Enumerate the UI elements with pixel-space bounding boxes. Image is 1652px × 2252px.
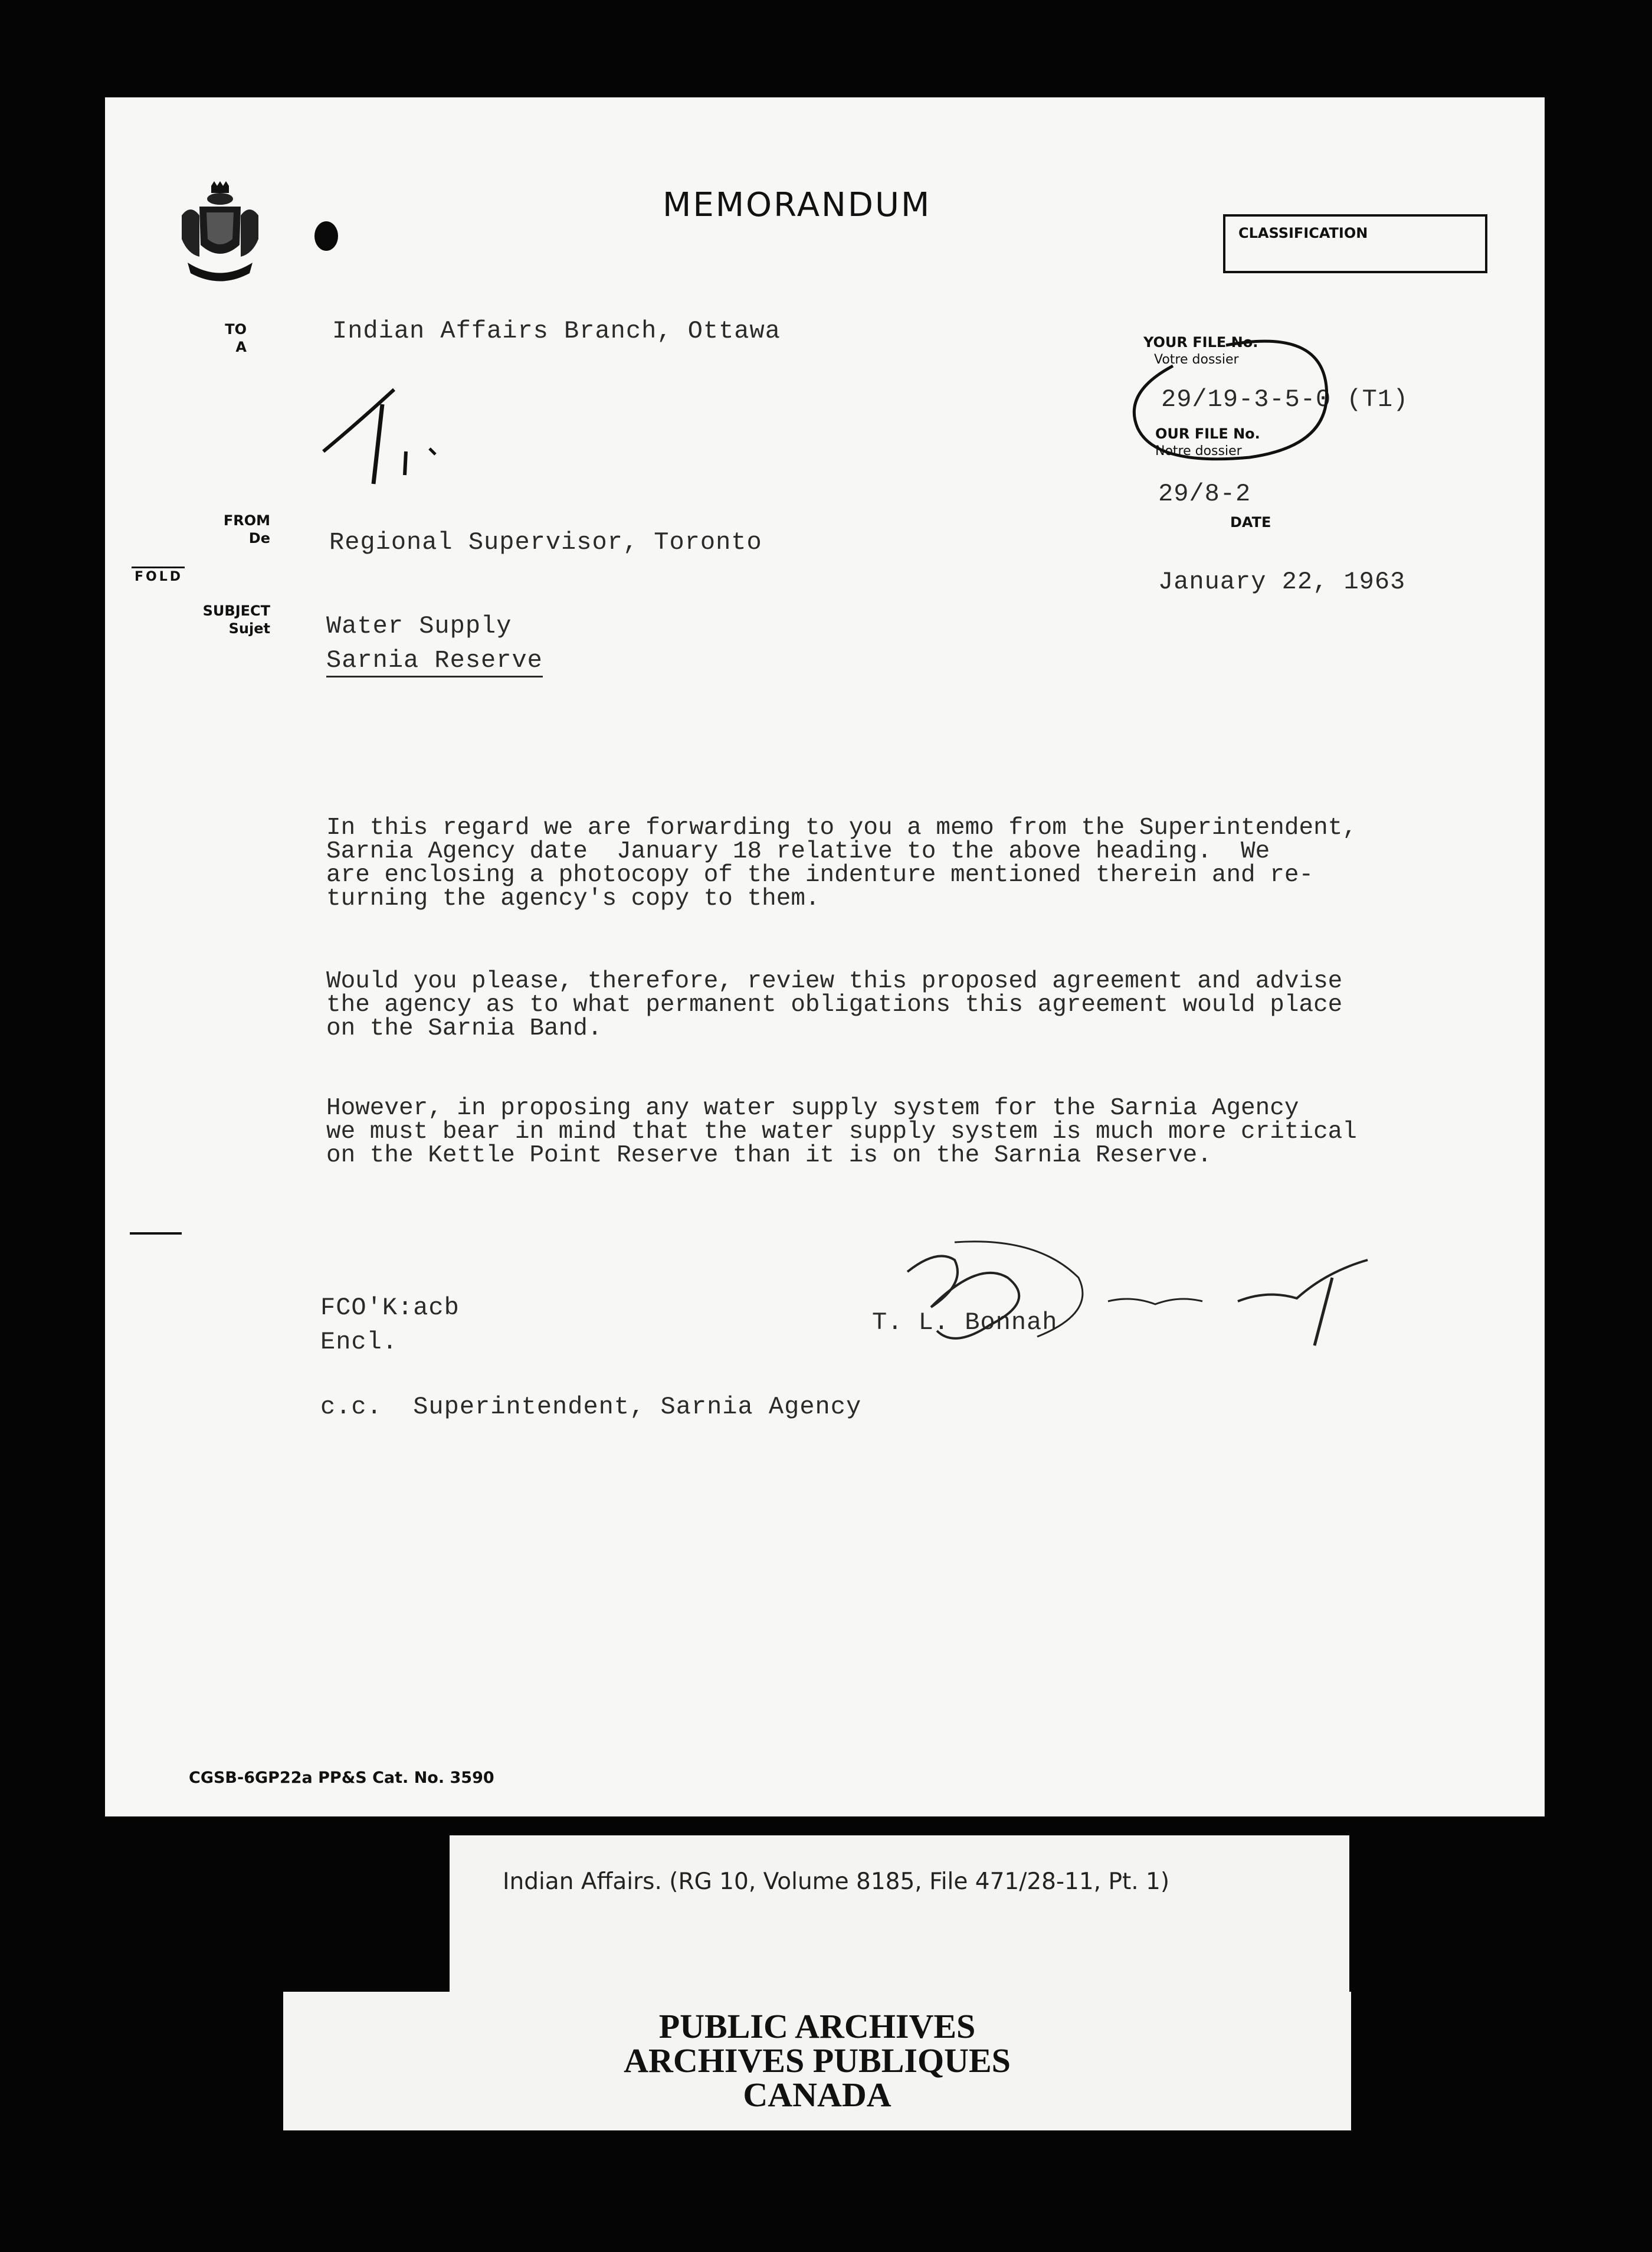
cc-line: c.c. Superintendent, Sarnia Agency [320, 1393, 862, 1421]
to-value: Indian Affairs Branch, Ottawa [332, 317, 781, 345]
body-paragraph-1: In this regard we are forwarding to you a memo from the Superintendent, Sarnia Agency date January 18 relative to the above heading. We are enclosing a photocopy of the indenture mentioned therein and re- turning the agency's copy to them. [326, 814, 1357, 912]
fold-mark [132, 567, 185, 568]
coat-of-arms-icon [176, 180, 264, 286]
your-file-value: 29/19-3-5-0 (T1) [1161, 385, 1409, 414]
archive-reference-card [450, 1835, 1349, 1998]
our-file-label: OUR FILE No. Notre dossier [1155, 425, 1260, 459]
signature [884, 1236, 1403, 1366]
fold-label: FOLD [135, 569, 183, 584]
our-file-value: 29/8-2 [1158, 480, 1251, 508]
memo-title: MEMORANDUM [663, 186, 932, 224]
from-value: Regional Supervisor, Toronto [329, 528, 762, 557]
subject-line-1: Water Supply [326, 612, 512, 640]
body-paragraph-3: However, in proposing any water supply system for the Sarnia Agency we must bear in mind that the water supply system is much more critical on the Kettle Point Reserve than it is on the Sarnia Reserve. [326, 1095, 1357, 1169]
signatory-name: T. L. Bonnah [872, 1308, 1058, 1337]
margin-dash [130, 1232, 182, 1235]
archive-reference: Indian Affairs. (RG 10, Volume 8185, File 471/28-11, Pt. 1) [503, 1868, 1170, 1895]
archives-line-1: PUBLIC ARCHIVES [658, 2007, 976, 2045]
form-code: CGSB-6GP22a PP&S Cat. No. 3590 [189, 1769, 494, 1787]
subject-label: SUBJECT Sujet [202, 603, 270, 637]
memo-sheet [105, 97, 1545, 1816]
archives-line-3: CANADA [743, 2076, 891, 2114]
typist-initials: FCO'K:acb [320, 1294, 460, 1322]
subject-line-2: Sarnia Reserve [326, 646, 543, 677]
enclosure-note: Encl. [320, 1328, 398, 1356]
archives-stamp [283, 2009, 1351, 2112]
handwritten-mark [317, 381, 471, 493]
body-paragraph-2: Would you please, therefore, review this proposed agreement and advise the agency as to what permanent obligations this agreement would place on the Sarnia Band. [326, 968, 1343, 1042]
date-value: January 22, 1963 [1158, 568, 1406, 596]
to-label: TO A [225, 321, 247, 355]
from-label: FROM De [223, 512, 270, 546]
archives-stamp-card [283, 1992, 1351, 2130]
date-label: DATE [1230, 514, 1271, 531]
classification-label: CLASSIFICATION [1238, 225, 1368, 241]
classification-box [1223, 214, 1487, 273]
archives-line-2: ARCHIVES PUBLIQUES [624, 2041, 1011, 2080]
ink-blot [314, 221, 338, 251]
your-file-label: YOUR FILE No. Votre dossier [1143, 334, 1258, 367]
